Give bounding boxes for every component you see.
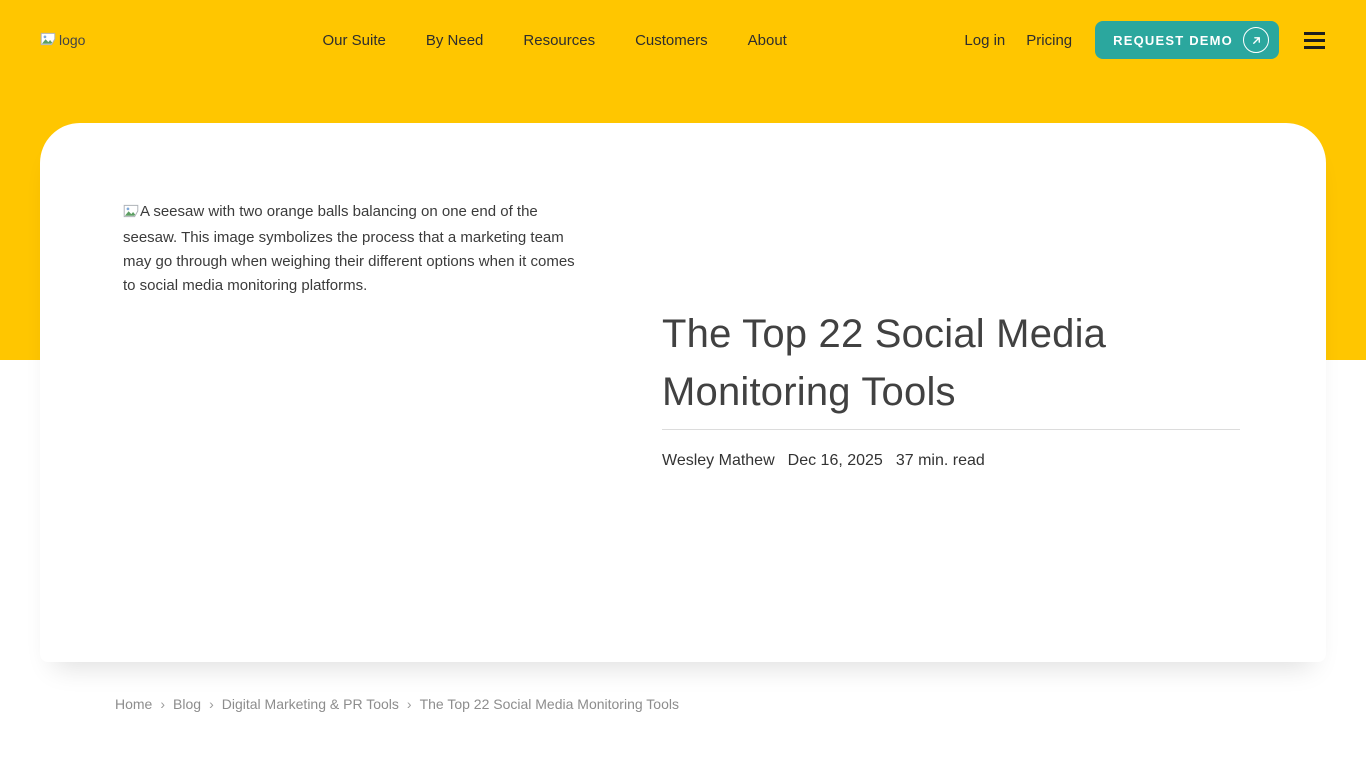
request-demo-button[interactable] [1095,21,1279,59]
request-demo-label: REQUEST DEMO [1113,32,1233,48]
nav-item-by-need[interactable]: By Need [425,31,484,49]
arrow-up-right-icon [1243,27,1269,53]
nav-item-resources[interactable]: Resources [523,31,596,49]
author-name: Wesley Mathew [662,452,775,469]
breadcrumb-home[interactable]: Home [115,696,153,712]
article-header [662,305,1240,470]
login-link[interactable]: Log in [964,31,1006,49]
breadcrumb-category[interactable]: Digital Marketing & PR Tools [221,696,399,712]
breadcrumb-separator: › [406,696,412,712]
read-time: 37 min. read [895,452,985,469]
broken-image-icon [40,32,56,49]
nav-item-customers[interactable]: Customers [635,31,708,49]
article-card [40,123,1326,662]
nav-item-about[interactable]: About [747,31,787,49]
logo[interactable] [40,32,85,49]
featured-image-broken [123,200,575,298]
featured-image-alt-text: A seesaw with two orange balls balancing on one end of the seesaw. This image symbolizes the process that a marketing team may go through when weighing their different options when it comes to social media monitoring platforms. [123,203,575,294]
menu-button[interactable] [1304,29,1330,51]
title-divider [662,429,1240,430]
breadcrumb-blog[interactable]: Blog [173,696,202,712]
breadcrumb-separator: › [209,696,214,712]
publish-date: Dec 16, 2025 [787,452,883,469]
nav-item-our-suite[interactable]: Our Suite [322,31,386,49]
pricing-link[interactable]: Pricing [1026,31,1073,49]
hamburger-icon [1304,32,1325,35]
header-right-group [964,32,1072,49]
page-title: The Top 22 Social Media Monitoring Tools [662,312,1107,414]
breadcrumb-separator: › [160,696,166,712]
breadcrumb [115,696,679,712]
site-header [0,0,1366,80]
broken-image-icon [123,202,139,226]
logo-alt-text: logo [59,32,86,48]
byline [662,452,1240,470]
main-nav [322,32,786,49]
breadcrumb-current-page: The Top 22 Social Media Monitoring Tools [419,696,679,712]
